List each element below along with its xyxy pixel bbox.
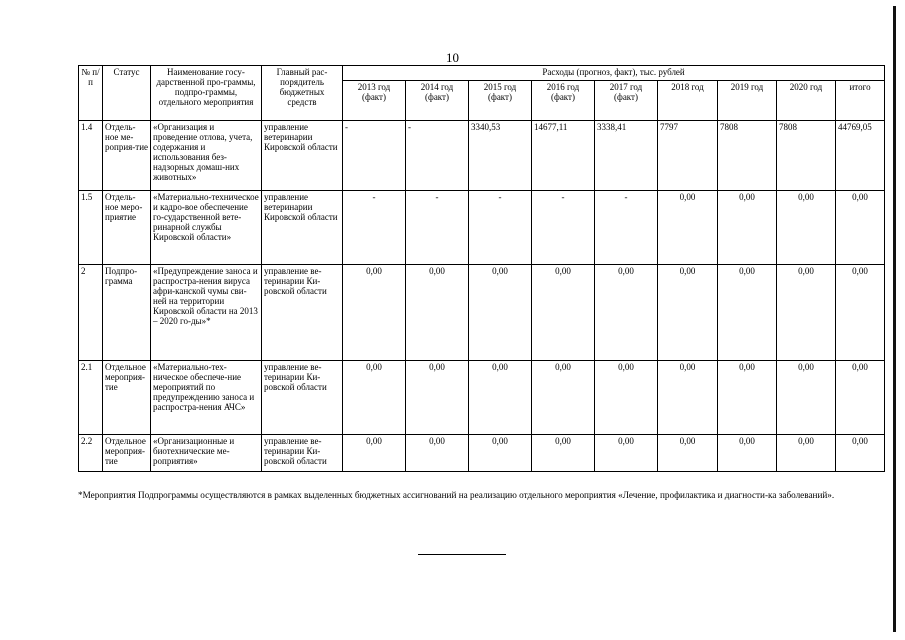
value-cell: 7808 xyxy=(718,121,777,191)
value-cell: 3340,53 xyxy=(469,121,532,191)
value-cell: 0,00 xyxy=(777,191,836,265)
page-number: 10 xyxy=(446,50,459,65)
page-edge-bar xyxy=(893,6,896,632)
table-row xyxy=(79,265,885,361)
value-cell: 44769,05 xyxy=(836,121,885,191)
value-cell: - xyxy=(406,191,469,265)
value-cell: 0,00 xyxy=(718,191,777,265)
row-status: Отдельное мероприя-тие xyxy=(103,435,151,472)
value-cell: 0,00 xyxy=(469,435,532,472)
value-cell: 0,00 xyxy=(658,361,718,435)
value-cell: 0,00 xyxy=(658,435,718,472)
header-year: 2015 год (факт) xyxy=(469,81,532,121)
value-cell: 0,00 xyxy=(836,361,885,435)
table-row xyxy=(79,121,885,191)
value-cell: - xyxy=(595,191,658,265)
row-name: «Материально-тех-ническое обеспече-ние мероприятий по предупреждению заноса и распростра-нения АЧС» xyxy=(151,361,262,435)
footnote: *Мероприятия Подпрограммы осуществляются в рамках выделенных бюджетных ассигнований на реализацию отдельного мероприятия «Лечение, профилактика и диагности-ка заболеваний». xyxy=(78,490,835,500)
header-name: Наименование госу-дарственной про-граммы, подпро-граммы, отдельного мероприятия xyxy=(151,66,262,121)
value-cell: 0,00 xyxy=(777,435,836,472)
value-cell: 0,00 xyxy=(595,361,658,435)
value-cell: 0,00 xyxy=(836,191,885,265)
value-cell: 0,00 xyxy=(343,361,406,435)
header-total: итого xyxy=(836,81,885,121)
value-cell: 0,00 xyxy=(836,265,885,361)
header-year: 2014 год (факт) xyxy=(406,81,469,121)
row-manager: управление ве-теринарии Ки-ровской области xyxy=(262,435,343,472)
value-cell: - xyxy=(532,191,595,265)
value-cell: 0,00 xyxy=(595,435,658,472)
value-cell: 0,00 xyxy=(777,361,836,435)
header-num: № п/п xyxy=(79,66,103,121)
value-cell: 0,00 xyxy=(595,265,658,361)
header-manager: Главный рас-порядитель бюджетных средств xyxy=(262,66,343,121)
value-cell: 0,00 xyxy=(777,265,836,361)
value-cell: 0,00 xyxy=(469,361,532,435)
value-cell: 0,00 xyxy=(532,361,595,435)
value-cell: 7808 xyxy=(777,121,836,191)
value-cell: - xyxy=(343,121,406,191)
row-manager: управление ве-теринарии Ки-ровской области xyxy=(262,361,343,435)
value-cell: - xyxy=(469,191,532,265)
table-row xyxy=(79,191,885,265)
row-num: 2 xyxy=(79,265,103,361)
value-cell: - xyxy=(406,121,469,191)
value-cell: 3338,41 xyxy=(595,121,658,191)
row-name: «Предупреждение заноса и распростра-нения вируса афри-канской чумы сви-ней на территории Кировской области на 2013 – 2020 го-ды»* xyxy=(151,265,262,361)
table-row xyxy=(79,435,885,472)
signature-line xyxy=(418,554,506,555)
header-year: 2017 год (факт) xyxy=(595,81,658,121)
value-cell: 0,00 xyxy=(718,361,777,435)
value-cell: 0,00 xyxy=(469,265,532,361)
header-status: Статус xyxy=(103,66,151,121)
header-year: 2019 год xyxy=(718,81,777,121)
row-manager: управление ветеринарии Кировской области xyxy=(262,121,343,191)
row-manager: управление ветеринарии Кировской области xyxy=(262,191,343,265)
row-status: Отдель-ное ме-роприя-тие xyxy=(103,121,151,191)
header-year: 2018 год xyxy=(658,81,718,121)
value-cell: 0,00 xyxy=(532,435,595,472)
value-cell: 0,00 xyxy=(718,435,777,472)
row-manager: управление ве-теринарии Ки-ровской области xyxy=(262,265,343,361)
value-cell: 7797 xyxy=(658,121,718,191)
value-cell: 0,00 xyxy=(406,435,469,472)
row-num: 1.4 xyxy=(79,121,103,191)
header-year: 2013 год (факт) xyxy=(343,81,406,121)
value-cell: 0,00 xyxy=(658,265,718,361)
row-num: 1.5 xyxy=(79,191,103,265)
header-year: 2016 год (факт) xyxy=(532,81,595,121)
row-num: 2.1 xyxy=(79,361,103,435)
value-cell: 0,00 xyxy=(406,265,469,361)
row-name: «Материально-техническое и кадро-вое обеспечение го-сударственной вете-ринарной службы Кировской области» xyxy=(151,191,262,265)
value-cell: 0,00 xyxy=(406,361,469,435)
row-num: 2.2 xyxy=(79,435,103,472)
row-status: Подпро-грамма xyxy=(103,265,151,361)
value-cell: 0,00 xyxy=(343,435,406,472)
value-cell: 0,00 xyxy=(718,265,777,361)
header-year: 2020 год xyxy=(777,81,836,121)
row-name: «Организационные и биотехнические ме-роприятия» xyxy=(151,435,262,472)
budget-table xyxy=(78,65,885,472)
value-cell: 0,00 xyxy=(836,435,885,472)
table-row xyxy=(79,361,885,435)
row-status: Отдель-ное меро-приятие xyxy=(103,191,151,265)
value-cell: 0,00 xyxy=(532,265,595,361)
value-cell: 14677,11 xyxy=(532,121,595,191)
row-status: Отдельное мероприя-тие xyxy=(103,361,151,435)
header-expenses: Расходы (прогноз, факт), тыс. рублей xyxy=(343,66,885,81)
row-name: «Организация и проведение отлова, учета, содержания и использования без-надзорных домаш-них животных» xyxy=(151,121,262,191)
value-cell: 0,00 xyxy=(658,191,718,265)
value-cell: - xyxy=(343,191,406,265)
value-cell: 0,00 xyxy=(343,265,406,361)
